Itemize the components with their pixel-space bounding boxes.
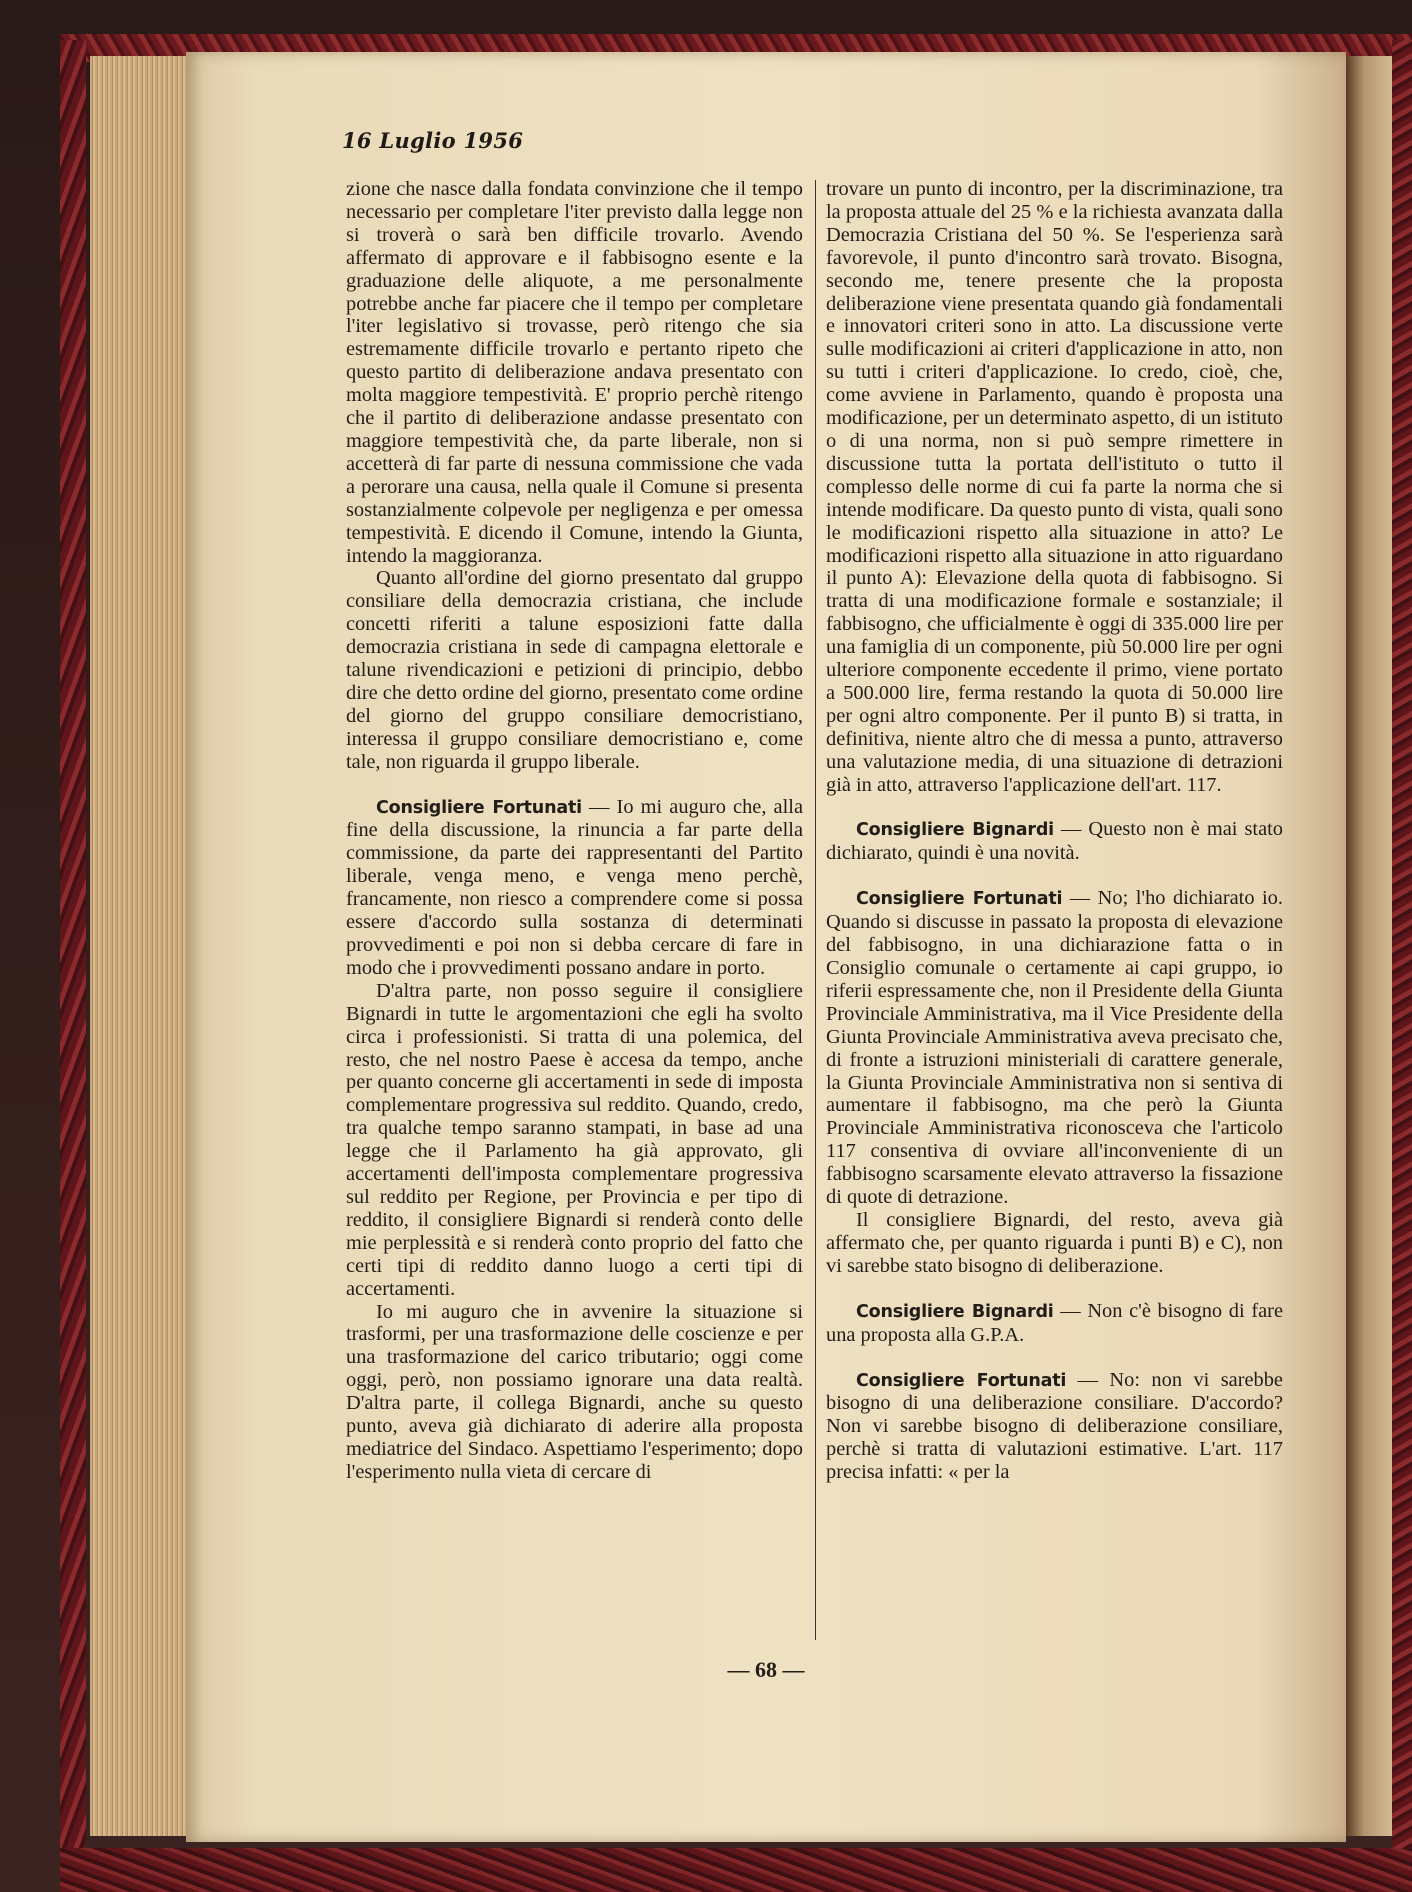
- speech-text: — Io mi auguro che, alla fine della discussione, la rinuncia a far parte della commissione, da parte dei rappresentanti del Partito liberale, venga meno, e venga meno perchè, francamente, non riesco a comprendere come si possa essere d'accordo sulla sostanza di determinati provvedimenti e poi non si debba cercare di fare in modo che i provvedimenti possano andare in porto.: [346, 795, 803, 979]
- speech-paragraph: [826, 1300, 1283, 1347]
- left-text-column: [346, 178, 803, 1484]
- speech-text: — No: non vi sarebbe bisogno di una deliberazione consiliare. D'accordo? Non vi sarebbe bisogno di deliberazione consiliare, perchè si tratta di valutazioni estimative. L'art. 117 precisa infatti: « per la: [826, 1368, 1283, 1484]
- text-paragraph: Quanto all'ordine del giorno presentato dal gruppo consiliare della democrazia cristiana, che include concetti riferiti a talune esposizioni fatte dalla democrazia cristiana in sede di campagna elettorale e talune rivendicazioni e petizioni di principio, debbo dire che detto ordine del giorno, presentato come ordine del giorno del gruppo consiliare democristiano, interessa il gruppo consiliare democristiano e, come tale, non riguarda il gruppo liberale.: [346, 567, 803, 773]
- binding-left-edge: [60, 40, 86, 1852]
- column-divider: [815, 180, 816, 1640]
- speech-text: — Questo non è mai stato dichiarato, quindi è una novità.: [826, 818, 1284, 865]
- speaker-name: Consigliere Bignardi: [856, 820, 1054, 841]
- right-text-column: [826, 178, 1283, 1484]
- running-head-date: 16 Luglio 1956: [342, 128, 524, 153]
- binding-right-edge: [1392, 40, 1412, 1852]
- speaker-name: Consigliere Bignardi: [856, 1301, 1054, 1322]
- facing-page-edge: [1346, 56, 1392, 1836]
- speech-paragraph: [826, 1369, 1283, 1485]
- text-paragraph: trovare un punto di incontro, per la discriminazione, tra la proposta attuale del 25 % e la richiesta avanzata dalla Democrazia Cristiana del 50 %. Se l'esperienza sarà favorevole, il punto d'incontro sarà trovato. Bisogna, secondo me, tenere presente che la proposta deliberazione viene presentata quando già fondamentali e innovatori criteri sono in atto. La discussione verte sulle modificazioni ai criteri d'applicazione in atto, non su tutti i criteri d'applicazione. Io credo, cioè, che, come avviene in Parlamento, quando è proposta una modificazione, per un determinato aspetto, di un istituto o di una norma, non si può sempre rimettere in discussione tutta la portata dell'istituto o tutto il complesso delle norme di cui fa parte la norma che si intende modificare. Da questo punto di vista, quali sono le modificazioni rispetto alla situazione in atto? Le modificazioni rispetto alla situazione in atto riguardano il punto A): Elevazione della quota di fabbisogno. Si tratta di una modificazione formale e sostanziale; il fabbisogno, che ufficialmente è oggi di 335.000 lire per una famiglia di un componente, più 50.000 lire per ogni ulteriore componente eccedente il primo, viene portato a 500.000 lire, ferma restando la quota di 50.000 lire per ogni altro componente. Per il punto B) si tratta, in definitiva, niente altro che di messa a punto, attraverso una valutazione media, di una situazione di detrazioni già in atto, attraverso l'applicazione dell'art. 117.: [826, 178, 1283, 796]
- speaker-name: Consigliere Fortunati: [856, 889, 1063, 910]
- document-page: [186, 52, 1346, 1842]
- text-paragraph: Il consigliere Bignardi, del resto, aveva già affermato che, per quanto riguarda i punti B) e C), non vi sarebbe stato bisogno di deliberazione.: [826, 1208, 1283, 1277]
- binding-bottom-edge: [60, 1848, 1412, 1892]
- page-number: — 68 —: [727, 1657, 805, 1682]
- speaker-name: Consigliere Fortunati: [376, 797, 582, 818]
- speech-paragraph: [346, 796, 803, 980]
- speech-text: — No; l'ho dichiarato io. Quando si discusse in passato la proposta di elevazione del fabbisogno, in una dichiarazione fatta o in Consiglio comunale o certamente ai capi gruppo, io riferii espressamente che, non il Presidente della Giunta Provinciale Amministrativa, ma il Vice Presidente della Giunta Provinciale Amministrativa aveva precisato che, di fronte a istruzioni ministeriali di carattere generale, la Giunta Provinciale Amministrativa non si sentiva di aumentare il fabbisogno, ma che però la Giunta Provinciale Amministrativa riconosceva che l'articolo 117 consentiva di ovviare all'inconveniente di un fabbisogno scarsamente elevato attraverso la fissazione di quote di detrazione.: [826, 887, 1283, 1209]
- text-paragraph: D'altra parte, non posso seguire il consigliere Bignardi in tutte le argomentazioni che egli ha svolto circa i professionisti. Si tratta di una polemica, del resto, che nel nostro Paese è accesa da tempo, anche per quanto concerne gli accertamenti in sede di imposta complementare progressiva sul reddito. Quando, credo, tra qualche tempo saranno stampati, in base ad una legge che il Parlamento ha già approvato, gli accertamenti dell'imposta complementare progressiva sul reddito per Regione, per Provincia e per tipo di reddito, il consigliere Bignardi si renderà conto delle mie perplessità e si renderà conto proprio del fatto che certi tipi di reddito danno luogo a certi tipi di accertamenti.: [346, 979, 803, 1300]
- speaker-name: Consigliere Fortunati: [856, 1370, 1067, 1391]
- text-paragraph: Io mi auguro che in avvenire la situazione si trasformi, per una trasformazione delle coscienze e per una trasformazione del carico tributario; oggi come oggi, però, non possiamo ignorare una data realtà. D'altra parte, il collega Bignardi, anche su questo punto, aveva già dichiarato di aderire alla proposta mediatrice del Sindaco. Aspettiamo l'esperimento; dopo l'esperimento nulla vieta di cercare di: [346, 1300, 803, 1483]
- speech-paragraph: [826, 887, 1283, 1209]
- text-paragraph: zione che nasce dalla fondata convinzione che il tempo necessario per completare l'iter previsto dalla legge non si troverà o sarà ben difficile trovarlo. Avendo affermato di approvare e il fabbisogno esente e la graduazione delle aliquote, a me personalmente potrebbe anche far piacere che il tempo per completare l'iter legislativo si trovasse, però ritengo che sia estremamente difficile trovarlo e pertanto ripeto che questo partito di deliberazione andava presentato con molta maggiore tempestività. E' proprio perchè ritengo che il partito di deliberazione andasse presentato con maggiore tempestività che, da parte liberale, non si accetterà di far parte di nessuna commissione che vada a perorare una causa, nella quale il Comune si presenta sostanzialmente colpevole per negligenza e per omessa tempestività. E dicendo il Comune, intendo la Giunta, intendo la maggioranza.: [346, 178, 803, 567]
- speech-paragraph: [826, 818, 1283, 865]
- stacked-page-edges: [90, 56, 188, 1836]
- speech-text: — Non c'è bisogno di fare una proposta alla G.P.A.: [826, 1299, 1283, 1346]
